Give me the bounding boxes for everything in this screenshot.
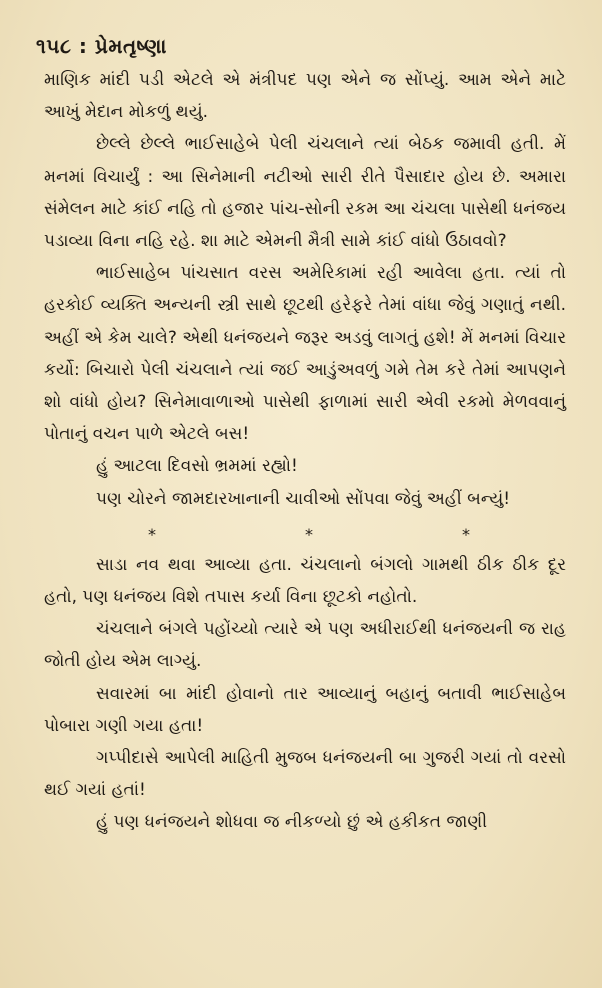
paragraph: ગપ્પીદાસે આપેલી માહિતી મુજબ ધનંજયની બા ગુજરી ગયાં તો વરસો થઈ ગયાં હતાં!	[44, 748, 566, 801]
paragraph: માણિક માંદી પડી એટલે એ મંત્રીપદ પણ એને જ સોંપ્યું. આમ એને માટે આખું મેદાન મોકળું થયું.	[44, 70, 566, 123]
section-break-mark: *	[148, 524, 156, 544]
book-title: પ્રેમતૃષ્ણા	[94, 34, 167, 58]
page-body	[44, 64, 566, 839]
page-number: ૧૫૮	[36, 34, 72, 58]
section-break	[44, 515, 566, 547]
header-separator: :	[78, 34, 88, 58]
running-header	[36, 34, 167, 58]
paragraph: હું પણ ધનંજયને શોધવા જ નીકળ્યો છું એ હકીકત જાણી	[96, 812, 488, 833]
paragraph: હું આટલા દિવસો ભ્રમમાં રહ્યો!	[96, 456, 298, 477]
section-break-mark: *	[305, 524, 313, 544]
paragraph: સવારમાં બા માંદી હોવાનો તાર આવ્યાનું બહાનું બતાવી ભાઈસાહેબ પોબારા ગણી ગયા હતા!	[44, 683, 566, 736]
paragraph: સાડા નવ થવા આવ્યા હતા. ચંચલાનો બંગલો ગામથી ઠીક ઠીક દૂર હતો, પણ ધનંજય વિશે તપાસ કર્યા વિના છૂટકો નહોતો.	[44, 554, 566, 608]
paragraph: છેલ્લે છેલ્લે ભાઈસાહેબે પેલી ચંચલાને ત્યાં બેઠક જમાવી હતી. મેં મનમાં વિચાર્યું : આ સિનેમાની નટીઓ સારી રીતે પૈસાદાર હોય છે. અમારા સંમેલન માટે કાંઈ નહિ તો હજાર પાંચ-સોની રકમ આ ચંચલા પાસેથી ધનંજય પડાવ્યા વિના નહિ રહે. શા માટે એમની મૈત્રી સામે કાંઈ વાંધો ઉઠાવવો?	[44, 134, 566, 252]
paragraph: પણ ચોરને જામદારખાનાની ચાવીઓ સોંપવા જેવું અહીં બન્યું!	[96, 488, 511, 509]
paragraph: ભાઈસાહેબ પાંચસાત વરસ અમેરિકામાં રહી આવેલા હતા. ત્યાં તો હરકોઈ વ્યક્તિ અન્યની સ્ત્રી સાથે છૂટથી હરેફરે તેમાં વાંધા જેવું ગણાતું નથી. અહીં એ કેમ ચાલે? એથી ધનંજયને જરૂર અડવું લાગતું હશે! મેં મનમાં વિચાર કર્યો: બિચારો પેલી ચંચલાને ત્યાં જઈ આડુંઅવળું ગમે તેમ કરે તેમાં આપણને શો વાંધો હોય? સિનેમાવાળાઓ પાસેથી ફાળામાં સારી એવી રકમો મેળવવાનું પોતાનું વચન પાળે એટલે બસ!	[44, 263, 566, 445]
section-break-mark: *	[462, 524, 470, 544]
paragraph: ચંચલાને બંગલે પહોંચ્યો ત્યારે એ પણ અધીરાઈથી ધનંજયની જ રાહ જોતી હોય એમ લાગ્યું.	[44, 619, 566, 672]
